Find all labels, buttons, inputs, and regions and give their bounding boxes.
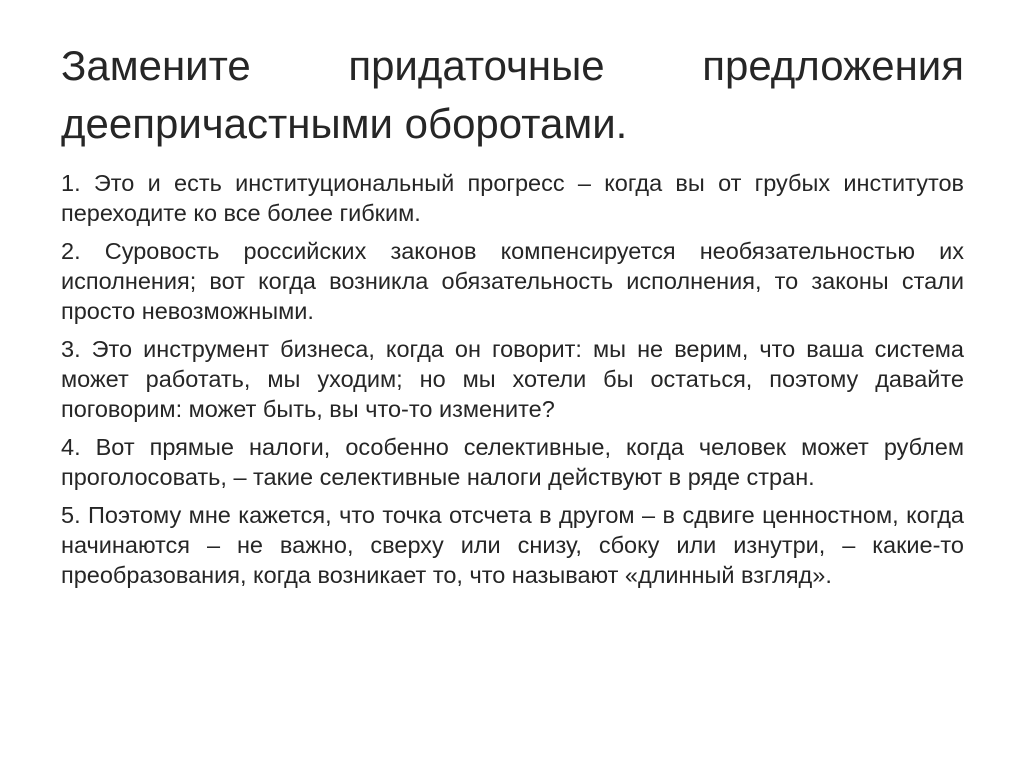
list-item-5: 5. Поэтому мне кажется, что точка отсчета в другом – в сдвиге ценностном, когда начинаются – не важно, сверху или снизу, сбоку или изнутри, – какие-то преобразования, когда возникает то, что называют «длинный взгляд».	[61, 502, 964, 588]
list-item-4: 4. Вот прямые налоги, особенно селективные, когда человек может рублем проголосовать, – такие селективные налоги действуют в ряде стран.	[61, 434, 964, 490]
slide-body	[61, 168, 964, 598]
list-item-1: 1. Это и есть институциональный прогресс – когда вы от грубых институтов переходите ко все более гибким.	[61, 170, 964, 226]
slide-title	[61, 37, 964, 153]
list-item-2: 2. Суровость российских законов компенсируется необязательностью их исполнения; вот когда возникла обязательность исполнения, то законы стали просто невозможными.	[61, 238, 964, 324]
list-item-3: 3. Это инструмент бизнеса, когда он говорит: мы не верим, что ваша система может работать, мы уходим; но мы хотели бы остаться, поэтому давайте поговорим: может быть, вы что-то измените?	[61, 336, 964, 422]
slide-title-line-1: Замените придаточные предложения	[61, 42, 964, 89]
slide-title-line-2: деепричастными оборотами.	[61, 100, 628, 147]
